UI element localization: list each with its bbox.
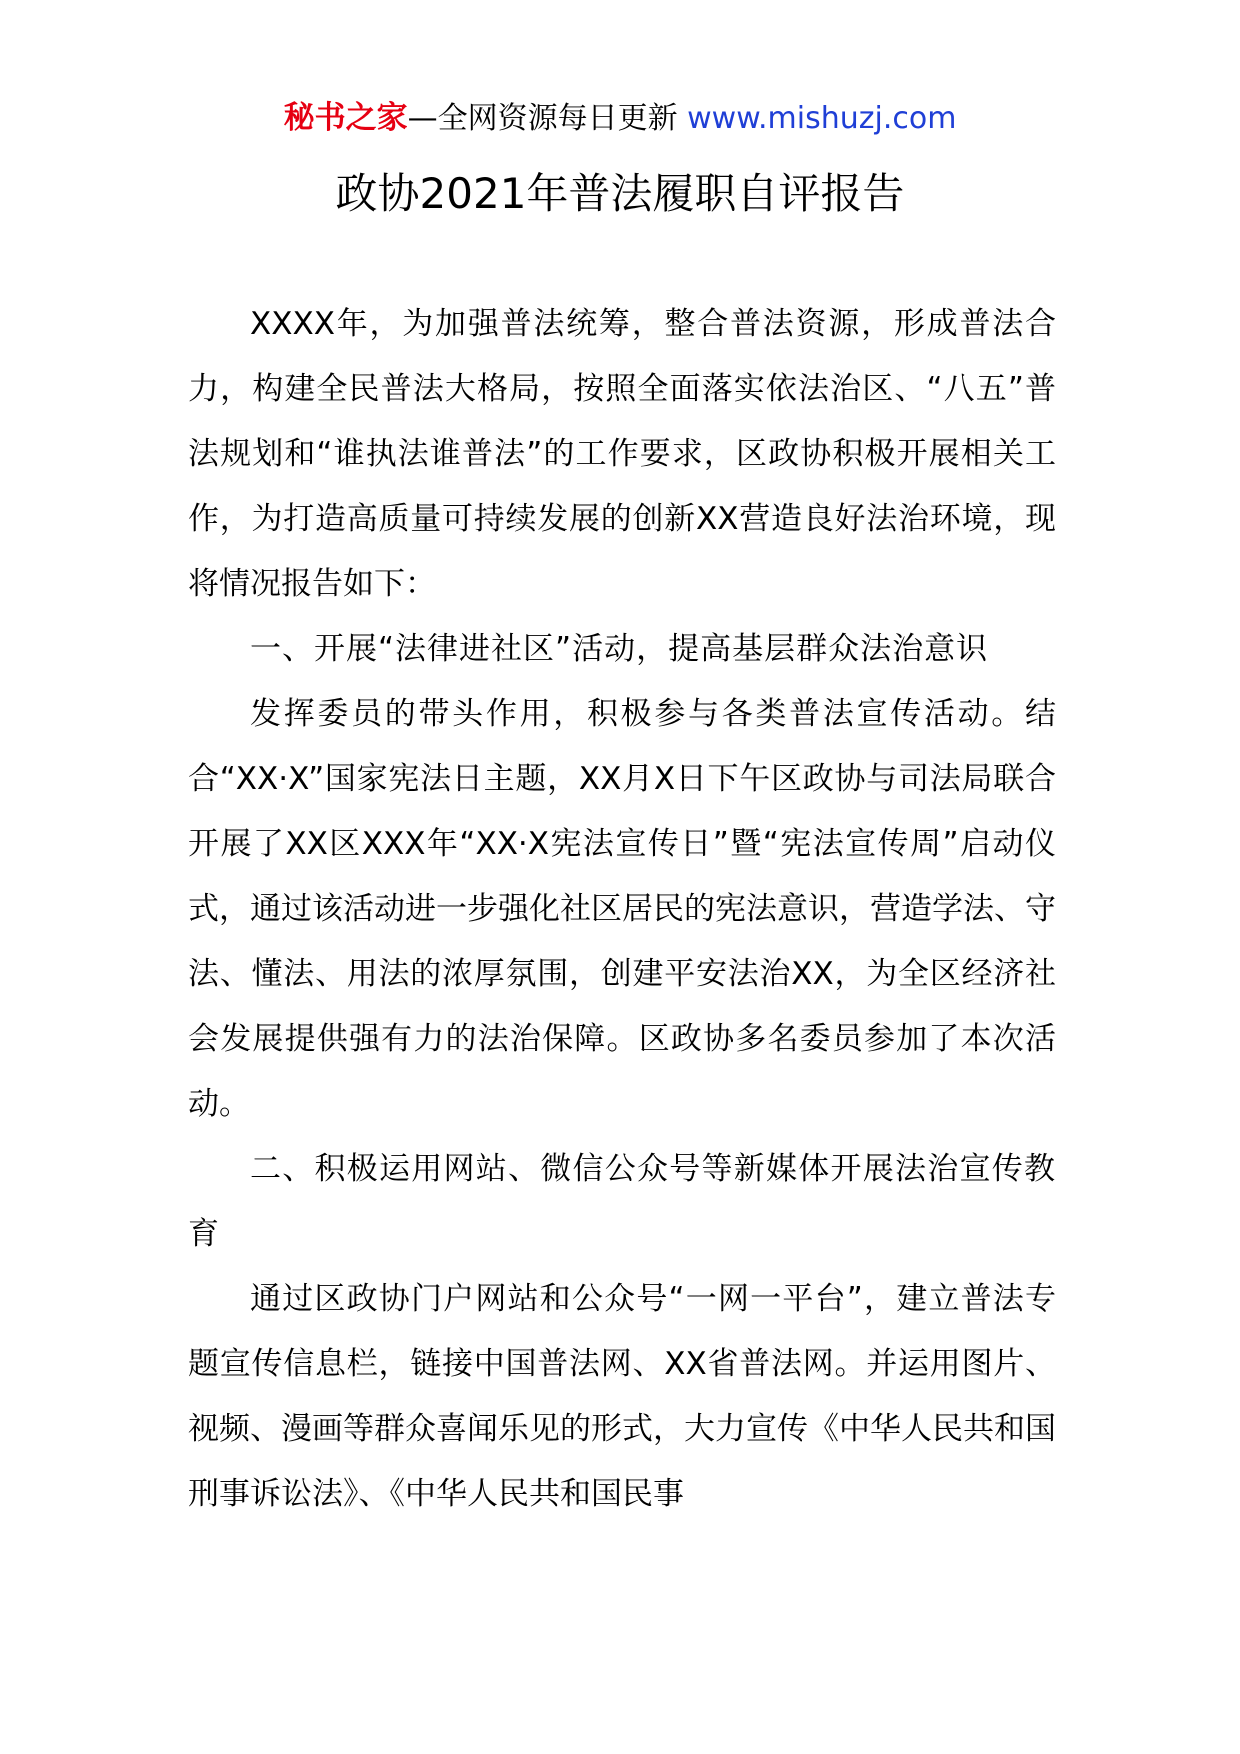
section-heading-2: 二、积极运用网站、微信公众号等新媒体开展法治宣传教育	[188, 1151, 1056, 1252]
document-title: 政协2021年普法履职自评报告	[335, 169, 905, 218]
section-heading-1: 一、开展“法律进社区”活动，提高基层群众法治意识	[250, 631, 989, 667]
paragraph-intro: XXXX年，为加强普法统筹，整合普法资源，形成普法合力，构建全民普法大格局，按照全面落实依法治区、“八五”普法规划和“谁执法谁普法”的工作要求，区政协积极开展相关工作，为打造高质量可持续发展的创新XX营造良好法治环境，现将情况报告如下：	[188, 306, 1056, 602]
header-url-link[interactable]: www.mishuzj.com	[687, 101, 957, 136]
site-header	[0, 98, 1240, 139]
brand-name: 秘书之家	[283, 100, 408, 136]
paragraph-section-1: 发挥委员的带头作用，积极参与各类普法宣传活动。结合“XX·X”国家宪法日主题，XX月X日下午区政协与司法局联合开展了XX区XXX年“XX·X宪法宣传日”暨“宪法宣传周”启动仪式，通过该活动进一步强化社区居民的宪法意识，营造学法、守法、懂法、用法的浓厚氛围，创建平安法治XX，为全区经济社会发展提供强有力的法治保障。区政协多名委员参加了本次活动。	[188, 696, 1056, 1122]
header-tagline: —全网资源每日更新	[407, 101, 688, 136]
document-body	[188, 292, 1056, 1527]
paragraph-section-2: 通过区政协门户网站和公众号“一网一平台”，建立普法专题宣传信息栏，链接中国普法网、XX省普法网。并运用图片、视频、漫画等群众喜闻乐见的形式，大力宣传《中华人民共和国刑事诉讼法》、《中华人民共和国民事	[188, 1281, 1056, 1512]
